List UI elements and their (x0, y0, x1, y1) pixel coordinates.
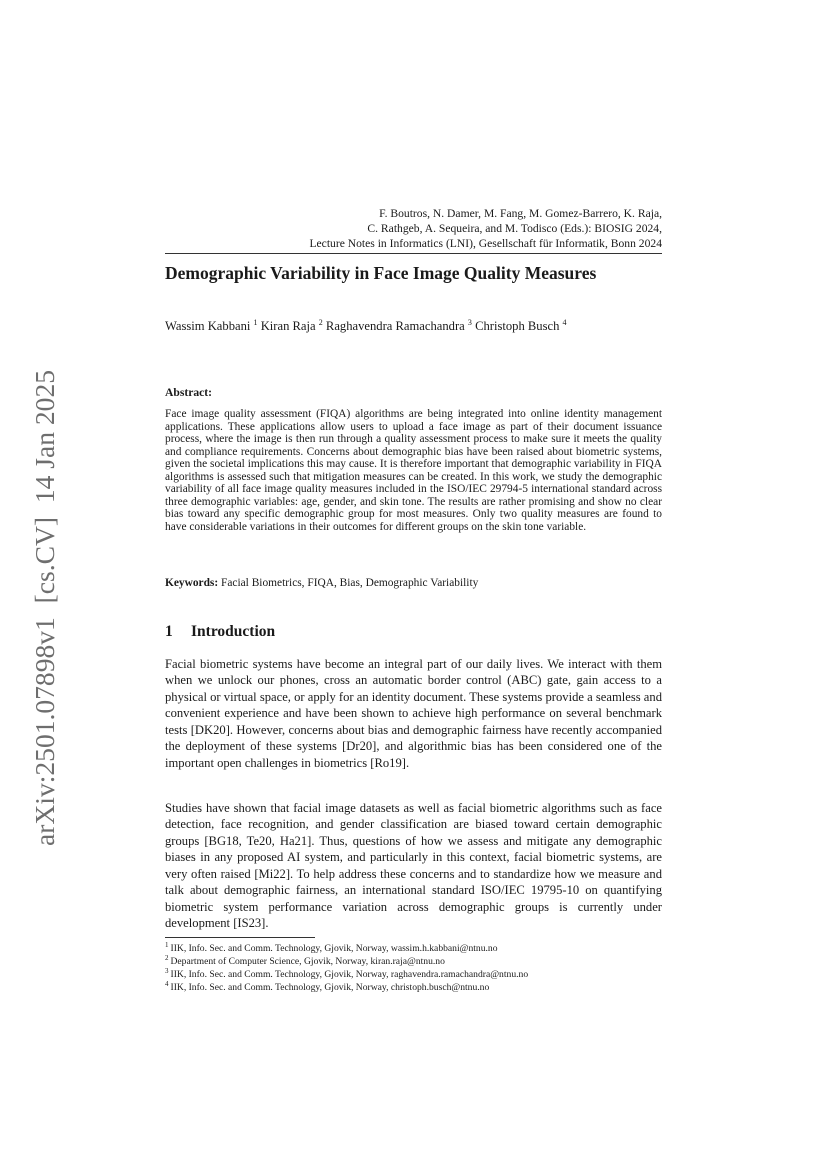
footnote (165, 968, 662, 981)
header-rule (165, 253, 662, 254)
footnote-rule (165, 937, 315, 938)
footnote-mark: 1 (165, 940, 169, 949)
keywords (165, 576, 662, 590)
footnote-mark: 3 (165, 967, 169, 975)
author-affiliation-mark: 4 (562, 317, 567, 327)
footnote-text: IIK, Info. Sec. and Comm. Technology, Gjovik, Norway, christoph.busch@ntnu.no (170, 982, 490, 994)
arxiv-stamp (22, 370, 62, 850)
keywords-label: Keywords: (165, 577, 219, 589)
author-name: Kiran Raja (260, 319, 316, 333)
header-line: F. Boutros, N. Damer, M. Fang, M. Gomez-Barrero, K. Raja, (379, 207, 662, 220)
body-paragraph: Studies have shown that facial image datasets as well as facial biometric algorithms such as face detection, face recognition, and gender classification are biased toward certain demographic groups [BG18, Te20, Ha21]. Thus, questions of how we assess and mitigate any demographic biases in any proposed AI system, and particularly in this context, facial biometric systems, are very often raised [Mi22]. To help address these concerns and to standardize how we measure and talk about demographic fairness, an international standard ISO/IEC 19795-10 on quantifying biometric system performance variation across demographic groups is currently under development [IS23]. (165, 801, 662, 931)
body-paragraph: Facial biometric systems have become an integral part of our daily lives. We interact with them when we unlock our phones, cross an automatic border control (ABC) gate, gain access to a physical or virtual space, or apply for an identity document. These systems provide a seamless and convenient experience and have been shown to achieve high performance on several benchmark tests [DK20]. However, concerns about bias and demographic fairness have recently accompanied the deployment of these systems [Dr20], and algorithmic bias has been considered one of the important open challenges in biometrics [Ro19]. (165, 657, 662, 770)
author-list (165, 318, 662, 334)
footnote-text: Department of Computer Science, Gjovik, Norway, kiran.raja@ntnu.no (170, 956, 445, 968)
footnote (165, 955, 662, 968)
paper-title: Demographic Variability in Face Image Quality Measures (165, 263, 597, 283)
author-affiliation-mark: 3 (467, 317, 472, 327)
header-line: C. Rathgeb, A. Sequeira, and M. Todisco (Eds.): BIOSIG 2024, (367, 222, 662, 236)
arxiv-stamp-text: arXiv:2501.07898v1 [cs.CV] 14 Jan 2025 (30, 379, 60, 846)
section-title: Introduction (191, 623, 276, 640)
footnote-mark: 4 (165, 980, 169, 989)
footnote (165, 942, 662, 955)
section-number: 1 (165, 623, 173, 640)
author-name: Wassim Kabbani (165, 319, 251, 333)
abstract-heading: Abstract: (165, 386, 213, 399)
footnote (165, 981, 662, 994)
footnote-mark: 2 (165, 953, 169, 962)
footnote-text: IIK, Info. Sec. and Comm. Technology, Gjovik, Norway, wassim.h.kabbani@ntnu.no (170, 943, 498, 954)
footnote-text: IIK, Info. Sec. and Comm. Technology, Gjovik, Norway, raghavendra.ramachandra@ntnu.no (170, 969, 529, 981)
author-name: Raghavendra Ramachandra (325, 319, 465, 333)
footnotes (165, 942, 662, 994)
running-header (165, 206, 662, 252)
section-heading (165, 622, 662, 642)
header-line: Lecture Notes in Informatics (LNI), Gesellschaft für Informatik, Bonn 2024 (309, 237, 662, 251)
author-name: Christoph Busch (475, 319, 560, 333)
abstract-text: Face image quality assessment (FIQA) algorithms are being integrated into online identity management applications. These applications allow users to upload a face image as part of their document issuance process, where the image is then run through a quality assessment process to make sure it meets the quality and compliance requirements. Concerns about demographic bias have been raised about biometric systems, given the societal implications this may cause. It is therefore important that demographic variability in FIQA algorithms is assessed such that mitigation measures can be created. In this work, we study the demographic variability of all face image quality measures included in the ISO/IEC 29794-5 international standard across three demographic variables: age, gender, and skin tone. The results are rather promising and show no clear bias toward any specific demographic group for most measures. Only two quality measures are found to have considerable variations in their outcomes for different groups on the skin tone variable. (165, 408, 662, 533)
author-affiliation-mark: 2 (318, 317, 323, 327)
author-affiliation-mark: 1 (253, 317, 258, 327)
keywords-text: Facial Biometrics, FIQA, Bias, Demographic Variability (221, 577, 479, 589)
